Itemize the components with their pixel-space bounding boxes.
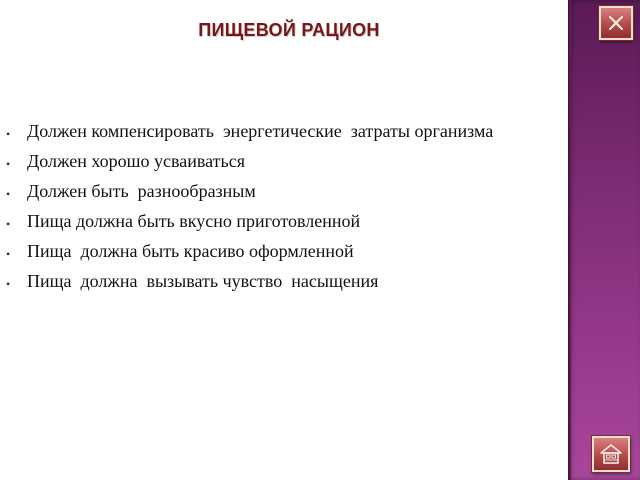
- bullet-icon: •: [6, 217, 11, 231]
- bullet-icon: •: [6, 247, 11, 261]
- list-item: [6, 270, 526, 292]
- close-icon: [605, 12, 627, 34]
- list-item: [6, 120, 526, 142]
- list-item-text: Должен хорошо усваиваться: [27, 151, 246, 171]
- bullet-list: [6, 120, 526, 300]
- home-icon: [598, 442, 624, 466]
- list-item-text: Пища должна быть красиво оформленной: [27, 241, 354, 261]
- list-item-text: Пища должна быть вкусно приготовленной: [27, 211, 361, 231]
- bullet-icon: •: [6, 187, 11, 201]
- list-item: [6, 210, 526, 232]
- list-item: [6, 150, 526, 172]
- bullet-icon: •: [6, 157, 11, 171]
- list-item-text: Должен быть разнообразным: [27, 181, 256, 201]
- list-item: [6, 240, 526, 262]
- side-panel: [568, 0, 640, 480]
- slide-title: ПИЩЕВОЙ РАЦИОН: [198, 20, 380, 40]
- bullet-icon: •: [6, 277, 11, 291]
- list-item-text: Пища должна вызывать чувство насыщения: [27, 271, 379, 291]
- list-item: [6, 180, 526, 202]
- list-item-text: Должен компенсировать энергетические затраты организма: [27, 121, 494, 141]
- home-button[interactable]: [592, 436, 630, 472]
- close-button[interactable]: [599, 6, 633, 40]
- bullet-icon: •: [6, 127, 11, 141]
